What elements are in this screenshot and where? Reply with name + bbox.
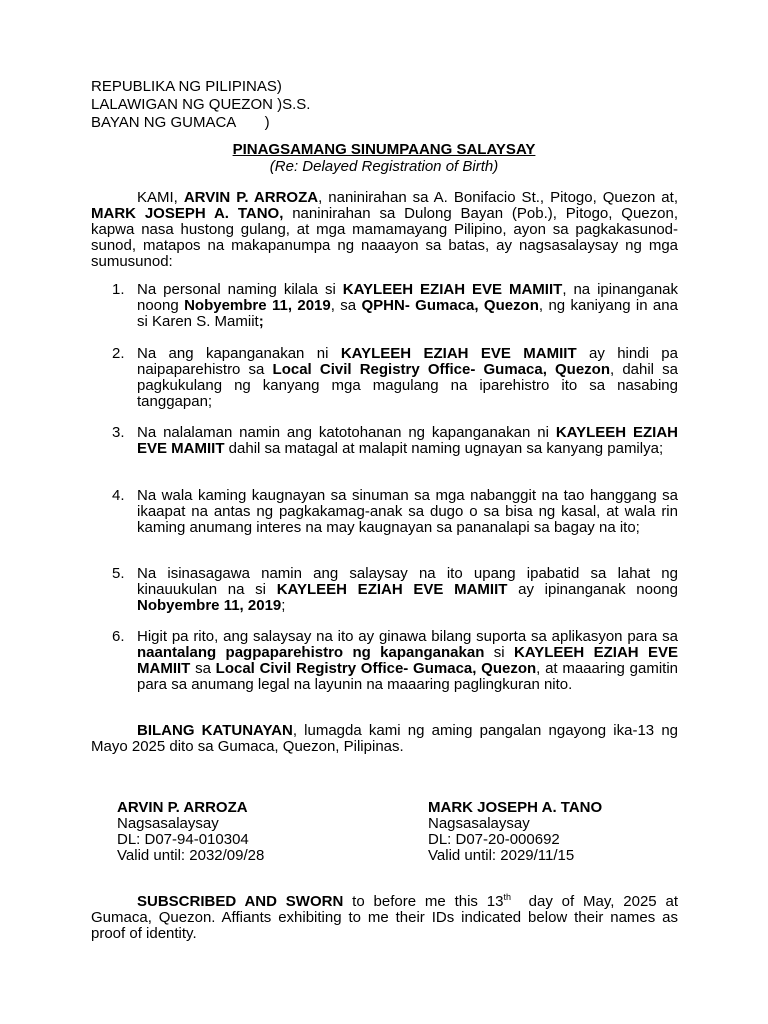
- title-block: [0, 141, 768, 175]
- intro-text-1: , naninirahan sa A. Bonifacio St., Pitogo, Quezon at,: [318, 189, 678, 206]
- signatory-valid-until: Valid until: 2029/11/15: [428, 847, 575, 864]
- signatory-dl: DL: D07-94-010304: [117, 831, 249, 848]
- list-item: [112, 346, 678, 410]
- intro-kami: KAMI,: [137, 189, 184, 206]
- jurat-superscript: th: [503, 892, 511, 902]
- witness-heading: BILANG KATUNAYAN: [137, 722, 293, 739]
- signatory-name: ARVIN P. ARROZA: [117, 799, 248, 816]
- signatory-role: Nagsasalaysay: [428, 815, 530, 832]
- jurat-heading: SUBSCRIBED AND SWORN: [137, 893, 344, 910]
- item-text: Na wala kaming kaugnayan sa sinuman sa mga nabanggit na tao hanggang sa ikaapat na antas ng pagkakamag-anak sa dugo o sa bisa ng kasal, at wala rin kaming anumang interes na may kaugnayan sa pananalapi sa bagay na ito;: [137, 487, 678, 536]
- item-text: Na isinasagawa namin ang salaysay na ito upang ipabatid sa lahat ng kinauukulan na si KAYLEEH EZIAH EVE MAMIIT ay ipinanganak noong Nobyembre 11, 2019;: [137, 565, 678, 614]
- list-item: [112, 425, 678, 457]
- item-number: 4.: [112, 487, 125, 504]
- signatory-right: [428, 800, 602, 864]
- item-number: 5.: [112, 565, 125, 582]
- signatory-role: Nagsasalaysay: [117, 815, 219, 832]
- jurat-paragraph: [91, 892, 683, 942]
- item-text: Na ang kapanganakan ni KAYLEEH EZIAH EVE MAMIIT ay hindi pa naipaparehistro sa Local Civil Registry Office- Gumaca, Quezon, dahil sa pagkukulang ng kanyang mga magulang na iparehistro ito sa nasabing tanggapan;: [137, 345, 679, 410]
- signatory-left: [117, 800, 264, 864]
- venue-line-1: REPUBLIKA NG PILIPINAS): [91, 78, 282, 95]
- item-number: 6.: [112, 628, 125, 645]
- venue-block: [91, 78, 310, 132]
- venue-line-2: LALAWIGAN NG QUEZON )S.S.: [91, 96, 311, 113]
- document-subtitle: (Re: Delayed Registration of Birth): [269, 158, 499, 175]
- jurat-text-2: day of May, 2025 at Gumaca, Quezon. Affiants exhibiting to me their IDs indicated below their names as proof of identity.: [91, 893, 683, 942]
- intro-text-2: naninirahan sa Dulong Bayan (Pob.), Pitogo, Quezon, kapwa nasa hustong gulang, at mga mamamayang Pilipino, ayon sa pagkakasunod-sunod, matapos na makapanumpa ng naaayon sa batas, ay nagsasalaysay ng mga sumusunod:: [91, 205, 678, 270]
- witness-paragraph: [91, 723, 678, 755]
- intro-affiant-1: ARVIN P. ARROZA: [183, 189, 319, 206]
- item-number: 1.: [112, 281, 125, 298]
- list-item: [112, 488, 678, 536]
- intro-affiant-2: MARK JOSEPH A. TANO,: [91, 205, 284, 222]
- jurat-text-1: to before me this 13: [343, 893, 504, 910]
- list-item: [112, 282, 678, 330]
- item-text: Higit pa rito, ang salaysay na ito ay ginawa bilang suporta sa aplikasyon para sa naantalang pagpaparehistro ng kapanganakan si KAYLEEH EZIAH EVE MAMIIT sa Local Civil Registry Office- Gumaca, Quezon, at maaaring gamitin para sa anumang legal na layunin na maaaring paglingkuran nito.: [137, 628, 678, 693]
- signatory-dl: DL: D07-20-000692: [428, 831, 560, 848]
- item-text: Na personal naming kilala si KAYLEEH EZIAH EVE MAMIIT, na ipinanganak noong Nobyembre 11, 2019, sa QPHN- Gumaca, Quezon, ng kaniyang in ana si Karen S. Mamiit;: [137, 281, 679, 330]
- signatory-valid-until: Valid until: 2032/09/28: [117, 847, 265, 864]
- witness-text: , lumagda kami ng aming pangalan ngayong ika-13 ng Mayo 2025 dito sa Gumaca, Quezon, Pilipinas.: [91, 722, 679, 755]
- signatory-name: MARK JOSEPH A. TANO: [428, 799, 603, 816]
- item-number: 2.: [112, 345, 125, 362]
- list-item: [112, 566, 678, 614]
- item-number: 3.: [112, 424, 125, 441]
- item-text: Na nalalaman namin ang katotohanan ng kapanganakan ni KAYLEEH EZIAH EVE MAMIIT dahil sa matagal at malapit naming ugnayan sa kanyang pamilya;: [137, 424, 679, 457]
- list-item: [112, 629, 678, 693]
- intro-paragraph: [91, 190, 678, 270]
- venue-line-3: BAYAN NG GUMACA ): [91, 114, 270, 131]
- document-title: PINAGSAMANG SINUMPAANG SALAYSAY: [232, 141, 536, 158]
